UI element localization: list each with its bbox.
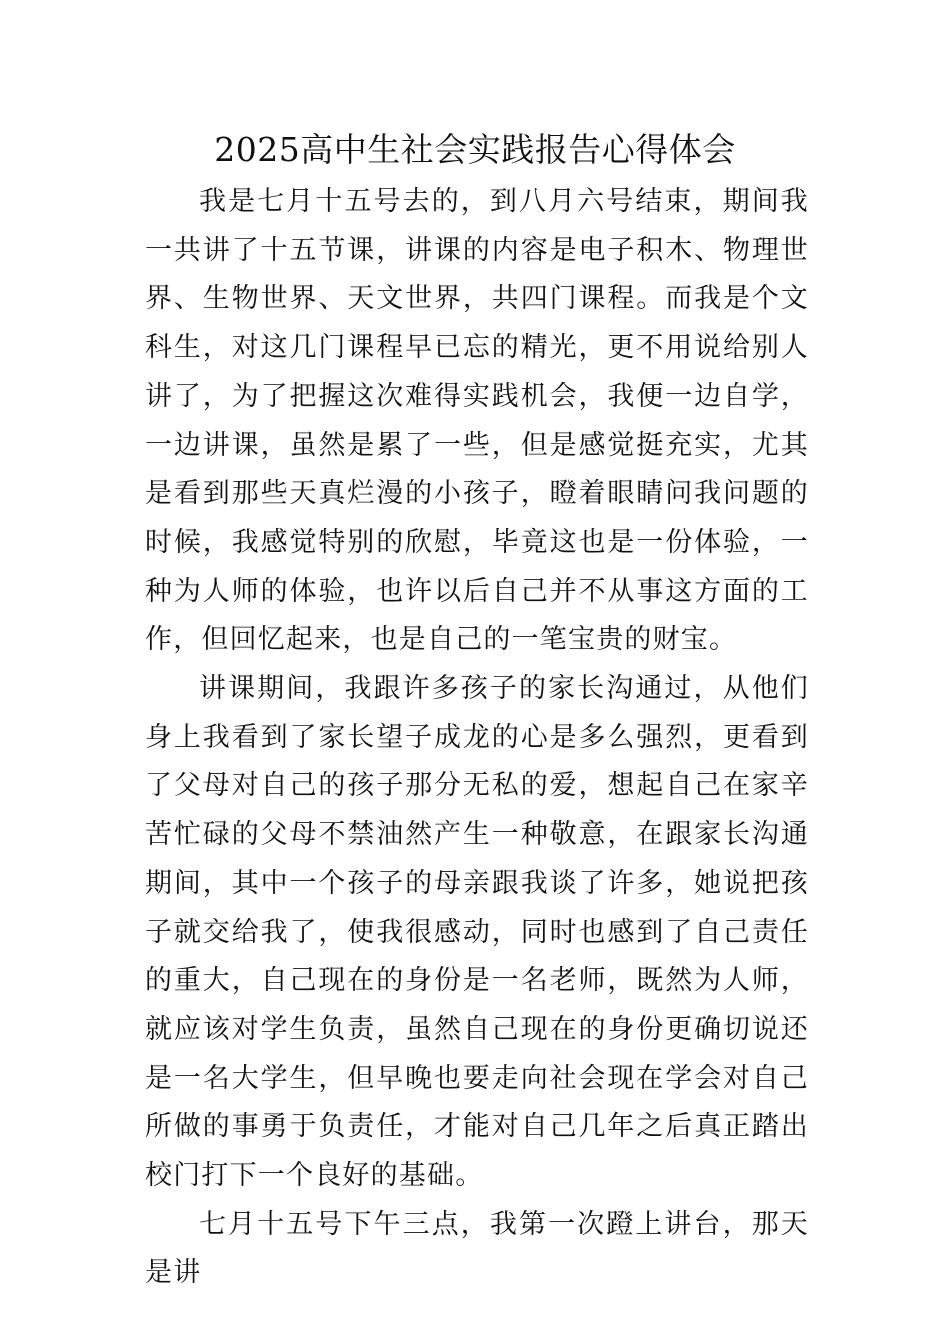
paragraph-3: 七月十五号下午三点，我第一次蹬上讲台，那天是讲	[145, 1208, 809, 1289]
document-title: 2025高中生社会实践报告心得体会	[214, 130, 736, 169]
paragraph-2: 讲课期间，我跟许多孩子的家长沟通过，从他们身上我看到了家长望子成龙的心是多么强烈，更看到了父母对自己的孩子那分无私的爱，想起自己在家辛苦忙碌的父母不禁油然产生一种敬意，在跟家长沟通期间，其中一个孩子的母亲跟我谈了许多，她说把孩子就交给我了，使我很感动，同时也感到了自己责任的重大，自己现在的身份是一名老师，既然为人师，就应该对学生负责，虽然自己现在的身份更确切说还是一名大学生，但早晚也要走向社会现在学会对自己所做的事勇于负责任，才能对自己几年之后真正踏出校门打下一个良好的基础。	[145, 673, 809, 1192]
paragraph-1: 我是七月十五号去的，到八月六号结束，期间我一共讲了十五节课，讲课的内容是电子积木、物理世界、生物世界、天文世界，共四门课程。而我是个文科生，对这几门课程早已忘的精光，更不用说给别人讲了，为了把握这次难得实践机会，我便一边自学，一边讲课，虽然是累了一些，但是感觉挺充实，尤其是看到那些天真烂漫的小孩子，瞪着眼睛问我问题的时候，我感觉特别的欣慰，毕竟这也是一份体验，一种为人师的体验，也许以后自己并不从事这方面的工作，但回忆起来，也是自己的一笔宝贵的财宝。	[145, 186, 809, 656]
document-body	[145, 178, 809, 1298]
